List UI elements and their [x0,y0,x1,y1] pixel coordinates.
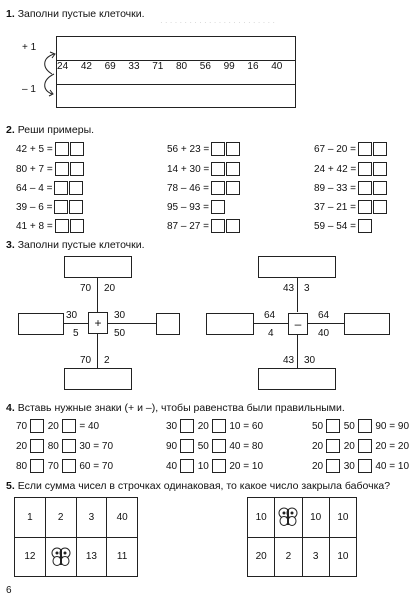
answer-box[interactable] [54,181,68,195]
number: 10 [197,460,209,472]
value-cell: 16 [247,61,259,72]
example [16,219,85,233]
answer-box[interactable] [54,200,68,214]
answer-cell[interactable] [247,85,271,107]
scheme-line [108,323,156,324]
answer-box[interactable] [226,181,240,195]
table-cell: 10 [337,551,349,563]
scheme-top-box[interactable] [258,256,336,278]
number: 90 [166,440,178,452]
number: 20 [312,460,324,472]
answer-box[interactable] [373,200,387,214]
answer-box[interactable] [211,200,225,214]
example [167,219,241,233]
value-cell: 69 [104,61,116,72]
answer-box[interactable] [55,162,69,176]
example [16,181,84,195]
task1-number: 1. [6,8,15,20]
task1-row-plus [57,37,295,61]
sign-box[interactable] [62,419,76,433]
task2-text: Реши примеры. [17,124,95,136]
example-text: 37 – 21 = [314,201,356,213]
example [167,181,241,195]
sign-box[interactable] [180,439,194,453]
scheme-line [308,323,344,324]
scheme-value: 30 [66,310,78,321]
example-text: 24 + 42 = [314,163,357,175]
number: 20 [312,440,324,452]
equality [16,439,113,453]
scheme-bottom-box[interactable] [64,368,132,390]
number: 20 [47,420,59,432]
equality [312,439,409,453]
scheme-value: 30 [304,355,316,366]
answer-box[interactable] [211,219,225,233]
answer-cell[interactable] [224,85,248,107]
answer-cell[interactable] [128,85,152,107]
equality [166,439,263,453]
answer-cell[interactable] [271,85,295,107]
answer-cell[interactable] [57,37,81,60]
table-cell: 11 [116,551,128,563]
number: 70 [47,460,59,472]
scheme-bottom-box[interactable] [258,368,336,390]
answer-cell[interactable] [271,37,295,60]
example-text: 39 – 6 = [16,201,53,213]
number: 30 [343,460,355,472]
equality-rest: 30 = 70 [79,440,114,452]
answer-box[interactable] [226,219,240,233]
example-text: 59 – 54 = [314,220,356,232]
example [16,162,85,176]
scheme-value: 40 [318,328,330,339]
table-cell: 2 [46,498,77,537]
equality [16,459,113,473]
scheme-value: 64 [264,310,276,321]
example [314,181,388,195]
sign-box[interactable] [358,459,372,473]
table-cell: 10 [337,511,349,523]
equality-rest: 40 = 10 [375,460,410,472]
answer-cell[interactable] [105,85,129,107]
scheme-line [97,334,98,368]
answer-cell[interactable] [152,37,176,60]
sign-box[interactable] [326,459,340,473]
task5-text: Если сумма чисел в строчках одинаковая, то какое число закрыла бабочка? [17,480,391,492]
answer-cell[interactable] [152,85,176,107]
example [314,200,388,214]
value-cell: 42 [80,61,92,72]
scheme-left-box[interactable] [18,313,64,335]
scheme-line [64,323,88,324]
sign-box[interactable] [30,459,44,473]
scheme-top-box[interactable] [64,256,132,278]
equality-rest: 90 = 90 [375,420,410,432]
answer-box[interactable] [69,200,83,214]
example [167,200,226,214]
table-cell: 10 [248,498,275,537]
task5-title [6,480,390,492]
task5-left-table [14,497,138,577]
answer-box[interactable] [211,142,225,156]
example-text: 42 + 5 = [16,143,53,155]
equality [312,459,409,473]
sign-box[interactable] [62,459,76,473]
number: 50 [197,440,209,452]
task2-title [6,124,94,136]
answer-box[interactable] [358,142,372,156]
task3-number: 3. [6,239,15,251]
scheme-value: 64 [318,310,330,321]
scheme-value: 50 [114,328,126,339]
sign-box[interactable] [212,419,226,433]
scheme-value: 20 [104,283,116,294]
example-text: 41 + 8 = [16,220,53,232]
page-number: 6 [6,585,12,596]
equality [166,459,263,473]
answer-box[interactable] [211,181,225,195]
butterfly-icon [277,506,299,528]
answer-box[interactable] [226,162,240,176]
scheme-value: 3 [304,283,310,294]
task2-number: 2. [6,124,15,136]
table-row [248,538,356,577]
task4-title [6,402,345,414]
answer-cell[interactable] [57,85,81,107]
value-cell: 56 [199,61,211,72]
example [167,142,241,156]
answer-box[interactable] [358,181,372,195]
table-cell: 3 [77,498,108,537]
equality-rest: 20 = 20 [375,440,410,452]
sign-box[interactable] [212,459,226,473]
table-cell: 12 [15,538,46,577]
equality-rest: = 40 [79,420,100,432]
table-cell: 40 [116,511,128,523]
equality [16,419,99,433]
example-text: 67 – 20 = [314,143,356,155]
scheme-value: 5 [73,328,79,339]
example [167,162,241,176]
answer-box[interactable] [70,162,84,176]
table-cell: 10 [303,498,330,537]
value-cell: 40 [271,61,283,72]
equality-rest: 60 = 70 [79,460,114,472]
answer-box[interactable] [55,219,69,233]
sign-box[interactable] [180,459,194,473]
table-cell: 3 [303,538,330,577]
example [16,142,85,156]
scheme-line [97,300,98,312]
scheme-line [297,335,298,368]
answer-cell[interactable] [247,37,271,60]
answer-box[interactable] [70,219,84,233]
sign-box[interactable] [326,439,340,453]
example-text: 80 + 7 = [16,163,53,175]
butterfly-cell[interactable] [46,538,77,577]
answer-cell[interactable] [200,37,224,60]
scheme-value: 2 [104,355,110,366]
number: 40 [166,460,178,472]
bleed-through-text: · · · · · · · · · · · · · · · · · · · · · · · · [160,18,276,27]
equality [312,419,409,433]
sign-box[interactable] [326,419,340,433]
value-cell: 99 [223,61,235,72]
answer-box[interactable] [358,219,372,233]
task1-title [6,8,145,20]
example [314,219,373,233]
task1-row-values [57,61,295,85]
task5-number: 5. [6,480,15,492]
answer-cell[interactable] [105,37,129,60]
task1-text: Заполни пустые клеточки. [17,8,145,20]
example-text: 64 – 4 = [16,182,53,194]
task1-minus-label: – 1 [22,84,36,95]
scheme-right-box[interactable] [344,313,390,335]
answer-box[interactable] [211,162,225,176]
table-cell: 2 [275,538,302,577]
answer-box[interactable] [373,181,387,195]
equality-rest: 20 = 10 [229,460,264,472]
example-text: 14 + 30 = [167,163,210,175]
answer-box[interactable] [358,162,372,176]
value-cell: 71 [152,61,164,72]
number: 30 [166,420,178,432]
sign-box[interactable] [30,439,44,453]
answer-cell[interactable] [224,37,248,60]
butterfly-cell[interactable] [275,498,302,537]
answer-cell[interactable] [176,85,200,107]
sign-box[interactable] [30,419,44,433]
scheme-operator: + [88,312,108,334]
answer-box[interactable] [70,142,84,156]
butterfly-icon [50,546,72,568]
answer-cell[interactable] [176,37,200,60]
table-cell: 13 [77,538,108,577]
scheme-line [297,278,298,312]
equality [166,419,263,433]
sign-box[interactable] [358,419,372,433]
example-text: 78 – 46 = [167,182,209,194]
number: 20 [343,440,355,452]
answer-box[interactable] [358,200,372,214]
number: 20 [197,420,209,432]
task5-right-table [247,497,357,577]
equality-rest: 10 = 60 [229,420,264,432]
task3-text: Заполни пустые клеточки. [17,239,145,251]
example [314,142,388,156]
scheme-line [254,323,288,324]
sign-box[interactable] [358,439,372,453]
answer-cell[interactable] [81,85,105,107]
task1-grid [56,36,296,108]
task1-plus-label: + 1 [22,42,37,53]
scheme-line [97,278,98,300]
table-cell: 20 [248,538,275,577]
example-text: 56 + 23 = [167,143,210,155]
scheme-value: 70 [80,283,92,294]
scheme-right-box[interactable] [156,313,180,335]
answer-box[interactable] [373,142,387,156]
answer-cell[interactable] [200,85,224,107]
number: 20 [16,440,28,452]
table-cell: 1 [15,498,46,537]
task4-text: Вставь нужные знаки (+ и –), чтобы равенства были правильными. [17,402,345,414]
example-text: 87 – 27 = [167,220,209,232]
answer-box[interactable] [226,142,240,156]
answer-cell[interactable] [81,37,105,60]
task4-number: 4. [6,402,15,414]
scheme-value: 43 [283,283,295,294]
example-text: 95 – 93 = [167,201,209,213]
equality-rest: 40 = 80 [229,440,264,452]
sign-box[interactable] [180,419,194,433]
answer-box[interactable] [373,162,387,176]
number: 80 [16,460,28,472]
value-cell: 24 [57,61,69,72]
task1-row-minus [57,85,295,107]
example [314,162,388,176]
sign-box[interactable] [212,439,226,453]
scheme-left-box[interactable] [206,313,254,335]
number: 50 [312,420,324,432]
scheme-value: 70 [80,355,92,366]
answer-cell[interactable] [128,37,152,60]
scheme-value: 30 [114,310,126,321]
example [16,200,84,214]
table-row [248,498,356,538]
number: 50 [343,420,355,432]
sign-box[interactable] [62,439,76,453]
scheme-operator: – [288,313,308,335]
example-text: 89 – 33 = [314,182,356,194]
table-row [15,498,137,538]
table-row [15,538,137,577]
answer-box[interactable] [69,181,83,195]
task3-title [6,239,145,251]
value-cell: 80 [176,61,188,72]
value-cell: 33 [128,61,140,72]
number: 70 [16,420,28,432]
number: 80 [47,440,59,452]
answer-box[interactable] [55,142,69,156]
scheme-value: 4 [268,328,274,339]
scheme-value: 43 [283,355,295,366]
